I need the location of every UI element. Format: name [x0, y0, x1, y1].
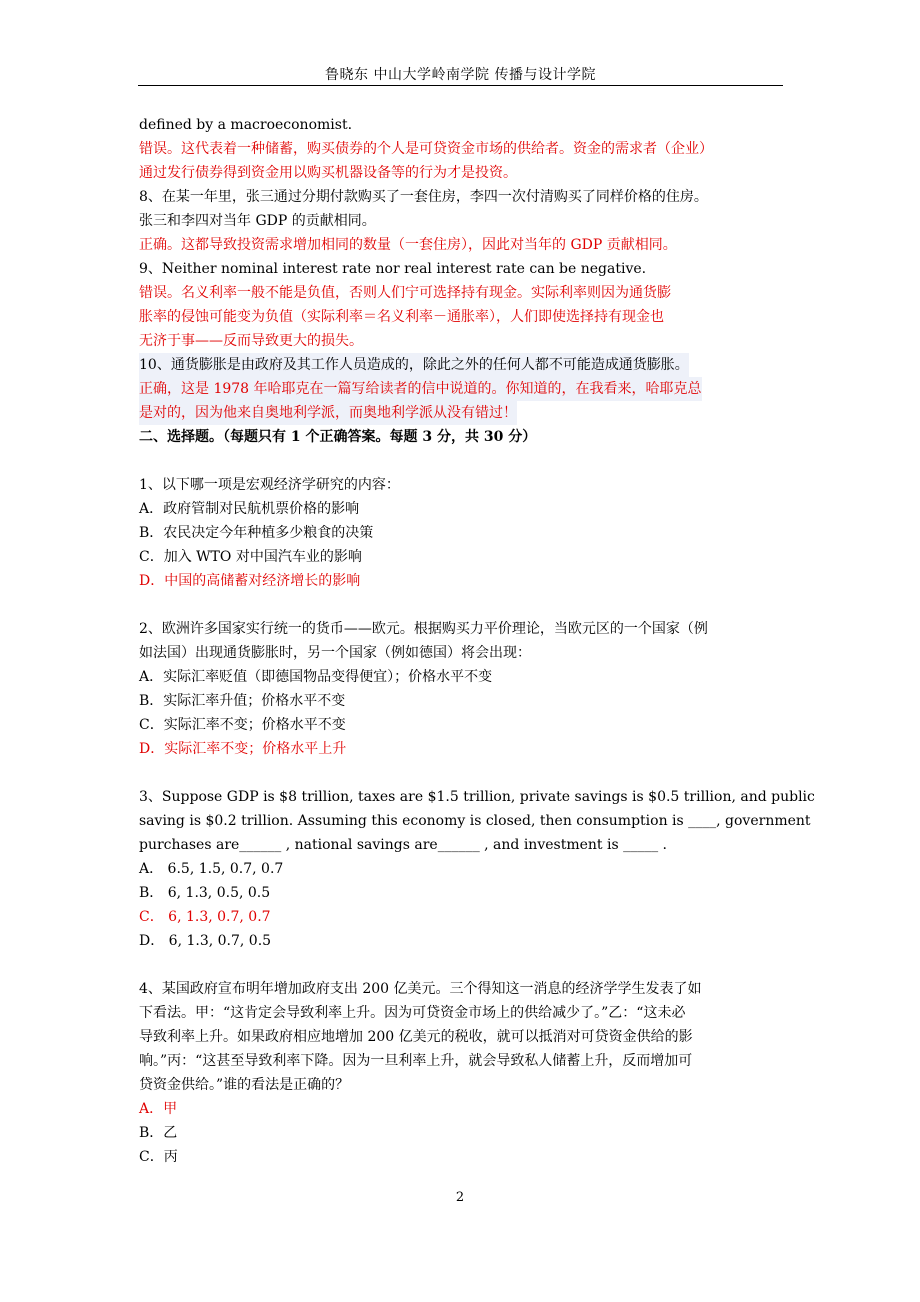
blank-line: [139, 449, 789, 473]
text-line: [139, 353, 789, 377]
line-text: 8、在某一年里，张三通过分期付款购买了一套住房，李四一次付清购买了同样价格的住房。: [139, 189, 708, 205]
text-line: [139, 785, 815, 809]
text-line: [139, 401, 789, 425]
line-text: 9、Neither nominal interest rate nor real interest rate can be negative.: [139, 261, 647, 277]
text-line: [139, 1145, 789, 1169]
text-line: [139, 521, 789, 545]
line-text: 错误。名义利率一般不能是负值，否则人们宁可选择持有现金。实际利率则因为通货膨: [139, 285, 671, 301]
text-line: [139, 185, 789, 209]
text-line: [139, 473, 789, 497]
line-text: B．实际汇率升值；价格水平不变: [139, 693, 346, 709]
line-text: 响。”丙：“这甚至导致利率下降。因为一旦利率上升，就会导致私人储蓄上升，反而增加可: [139, 1053, 693, 1069]
text-line: [139, 281, 789, 305]
text-line: [139, 881, 789, 905]
text-line: [139, 137, 789, 161]
line-text: 如法国）出现通货膨胀时，另一个国家（例如德国）将会出现：: [139, 645, 531, 661]
text-line: [139, 809, 811, 833]
text-line: [139, 929, 789, 953]
text-line: [139, 1073, 789, 1097]
text-line: [139, 857, 789, 881]
text-line: [139, 257, 789, 281]
line-text: 下看法。甲：“这肯定会导致利率上升。因为可贷资金市场上的供给减少了。”乙：“这未必: [139, 1005, 686, 1021]
text-line: [139, 977, 789, 1001]
line-text: 2、欧洲许多国家实行统一的货币——欧元。根据购买力平价理论，当欧元区的一个国家（例: [139, 621, 708, 637]
line-text: 贷资金供给。”谁的看法是正确的？: [139, 1077, 350, 1093]
line-text: 是对的，因为他来自奥地利学派，而奥地利学派从没有错过！: [139, 401, 517, 425]
line-text: 通过发行债券得到资金用以购买机器设备等的行为才是投资。: [139, 165, 517, 181]
line-text: 正确。这都导致投资需求增加相同的数量（一套住房），因此对当年的 GDP 贡献相同。: [139, 237, 677, 253]
line-text: 1、以下哪一项是宏观经济学研究的内容：: [139, 477, 400, 493]
text-line: [139, 425, 789, 449]
line-text: 4、某国政府宣布明年增加政府支出 200 亿美元。三个得知这一消息的经济学学生发表了如: [139, 981, 702, 997]
line-text: 3、Suppose GDP is $8 trillion, taxes are $1.5 trillion, private savings is $0.5 trillion, and public: [139, 789, 815, 805]
text-line: [139, 1001, 789, 1025]
line-text: A．实际汇率贬值（即德国物品变得便宜）；价格水平不变: [139, 669, 493, 685]
text-line: [139, 545, 789, 569]
line-text: B．乙: [139, 1125, 178, 1141]
text-line: [139, 737, 789, 761]
page-header: 鲁晓东 中山大学岭南学院 传播与设计学院: [325, 67, 596, 83]
text-line: [139, 569, 789, 593]
blank-line: [139, 953, 789, 977]
header-rule: [138, 85, 783, 86]
text-line: [139, 113, 789, 137]
line-text: saving is $0.2 trillion. Assuming this economy is closed, then consumption is ____, government: [139, 813, 811, 829]
blank-line: [139, 761, 789, 785]
text-line: [139, 209, 789, 233]
blank-line: [139, 593, 789, 617]
line-text: 胀率的侵蚀可能变为负值（实际利率＝名义利率－通胀率），人们即使选择持有现金也: [139, 309, 664, 325]
line-text: 导致利率上升。如果政府相应地增加 200 亿美元的税收，就可以抵消对可贷资金供给的影: [139, 1029, 693, 1045]
text-line: [139, 1121, 789, 1145]
text-line: [139, 833, 789, 857]
line-text: 二、选择题。（每题只有 1 个正确答案。每题 3 分，共 30 分）: [139, 429, 537, 445]
line-text: C． 6, 1.3, 0.7, 0.7: [139, 909, 271, 925]
text-line: [139, 905, 789, 929]
line-text: 正确，这是 1978 年哈耶克在一篇写给读者的信中说道的。你知道的，在我看来，哈耶克总: [139, 377, 702, 401]
line-text: B． 6, 1.3, 0.5, 0.5: [139, 885, 271, 901]
text-line: [139, 1097, 789, 1121]
text-line: [139, 1025, 789, 1049]
text-line: [139, 1049, 789, 1073]
line-text: A．政府管制对民航机票价格的影响: [139, 501, 360, 517]
line-text: B．农民决定今年种植多少粮食的决策: [139, 525, 374, 541]
text-line: [139, 497, 789, 521]
line-text: A．甲: [139, 1101, 178, 1117]
line-text: D．实际汇率不变；价格水平上升: [139, 741, 347, 757]
text-line: [139, 377, 789, 401]
text-line: [139, 689, 789, 713]
text-line: [139, 233, 789, 257]
line-text: 10、通货膨胀是由政府及其工作人员造成的，除此之外的任何人都不可能造成通货膨胀。: [139, 353, 689, 377]
document-body: [139, 113, 815, 1169]
line-text: C．实际汇率不变；价格水平不变: [139, 717, 346, 733]
line-text: purchases are______ , national savings are______ , and investment is _____ .: [139, 837, 667, 853]
page-number: 2: [455, 1190, 465, 1205]
line-text: A． 6.5, 1.5, 0.7, 0.7: [139, 861, 284, 877]
line-text: C．丙: [139, 1149, 178, 1165]
text-line: [139, 161, 789, 185]
text-line: [139, 713, 789, 737]
text-line: [139, 329, 789, 353]
line-text: 无济于事——反而导致更大的损失。: [139, 333, 363, 349]
line-text: C．加入 WTO 对中国汽车业的影响: [139, 549, 362, 565]
line-text: defined by a macroeconomist.: [139, 117, 353, 133]
text-line: [139, 665, 789, 689]
line-text: 错误。这代表着一种储蓄，购买债券的个人是可贷资金市场的供给者。资金的需求者（企业）: [139, 141, 713, 157]
line-text: D． 6, 1.3, 0.7, 0.5: [139, 933, 272, 949]
text-line: [139, 641, 789, 665]
line-text: D．中国的高储蓄对经济增长的影响: [139, 573, 361, 589]
line-text: 张三和李四对当年 GDP 的贡献相同。: [139, 213, 376, 229]
text-line: [139, 305, 789, 329]
text-line: [139, 617, 789, 641]
